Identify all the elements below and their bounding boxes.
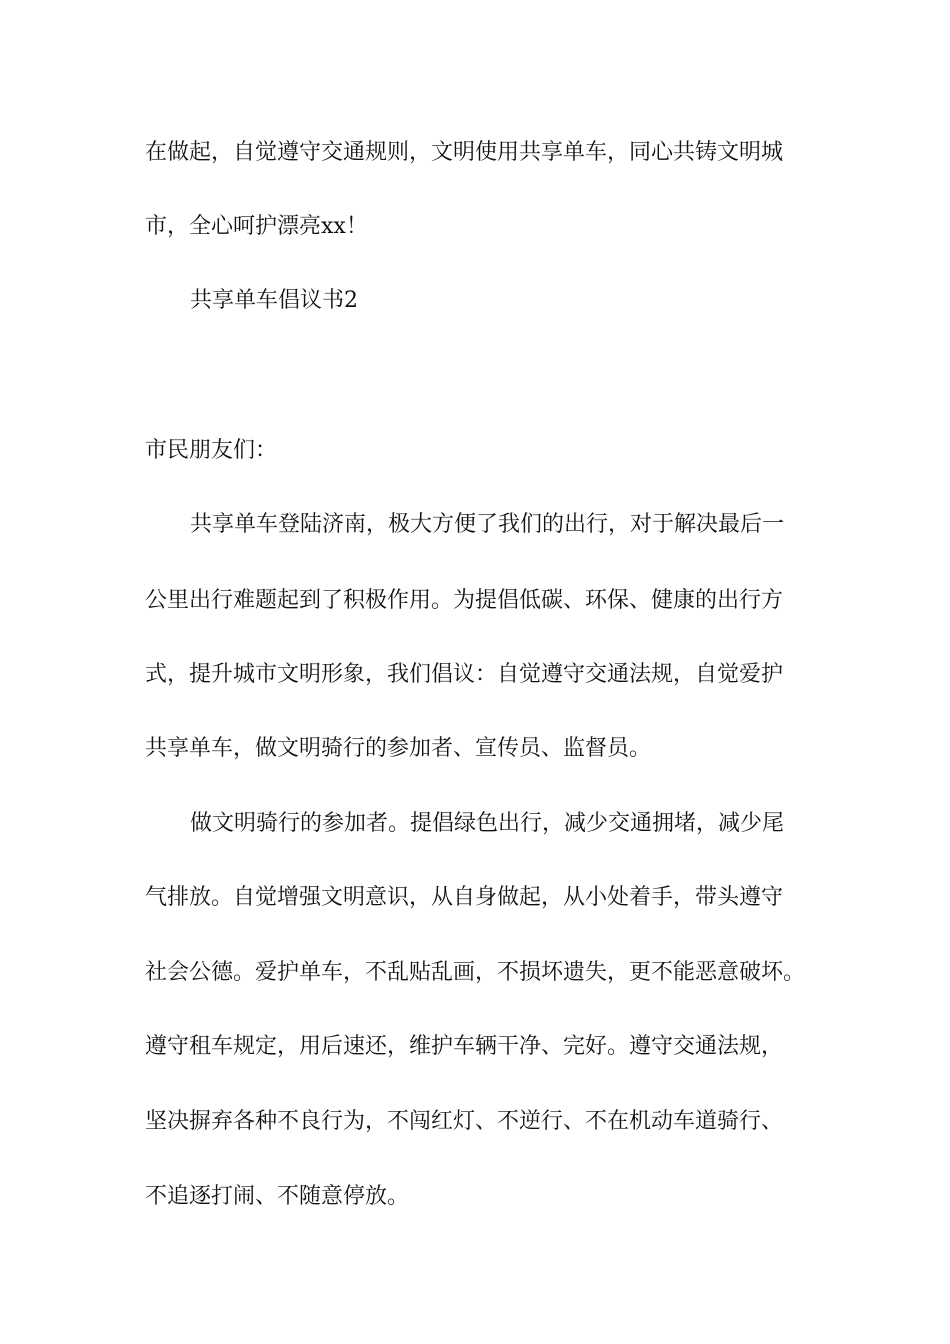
body-text-line: 市，全心呵护漂亮xx！ — [145, 214, 368, 239]
body-text-line: 在做起，自觉遵守交通规则，文明使用共享单车，同心共铸文明城 — [145, 140, 784, 165]
body-text-line: 社会公德。爱护单车，不乱贴乱画，不损坏遗失，更不能恶意破坏。 — [145, 960, 806, 985]
body-text-line: 式，提升城市文明形象，我们倡议：自觉遵守交通法规，自觉爱护 — [145, 662, 784, 687]
body-text-line: 共享单车登陆济南，极大方便了我们的出行，对于解决最后一 — [190, 512, 785, 537]
salutation: 市民朋友们： — [145, 438, 278, 463]
body-text-line: 公里出行难题起到了积极作用。为提倡低碳、环保、健康的出行方 — [145, 588, 784, 613]
body-text-line: 气排放。自觉增强文明意识，从自身做起，从小处着手，带头遵守 — [145, 885, 784, 910]
body-text-line: 共享单车，做文明骑行的参加者、宣传员、监督员。 — [145, 736, 652, 761]
body-text-line: 遵守租车规定，用后速还，维护车辆干净、完好。遵守交通法规， — [145, 1034, 784, 1059]
body-text-line: 不追逐打闹、不随意停放。 — [145, 1184, 410, 1209]
body-text-line: 坚决摒弃各种不良行为，不闯红灯、不逆行、不在机动车道骑行、 — [145, 1109, 784, 1134]
section-title: 共享单车倡议书2 — [190, 288, 358, 313]
body-text-line: 做文明骑行的参加者。提倡绿色出行，减少交通拥堵，减少尾 — [190, 811, 785, 836]
